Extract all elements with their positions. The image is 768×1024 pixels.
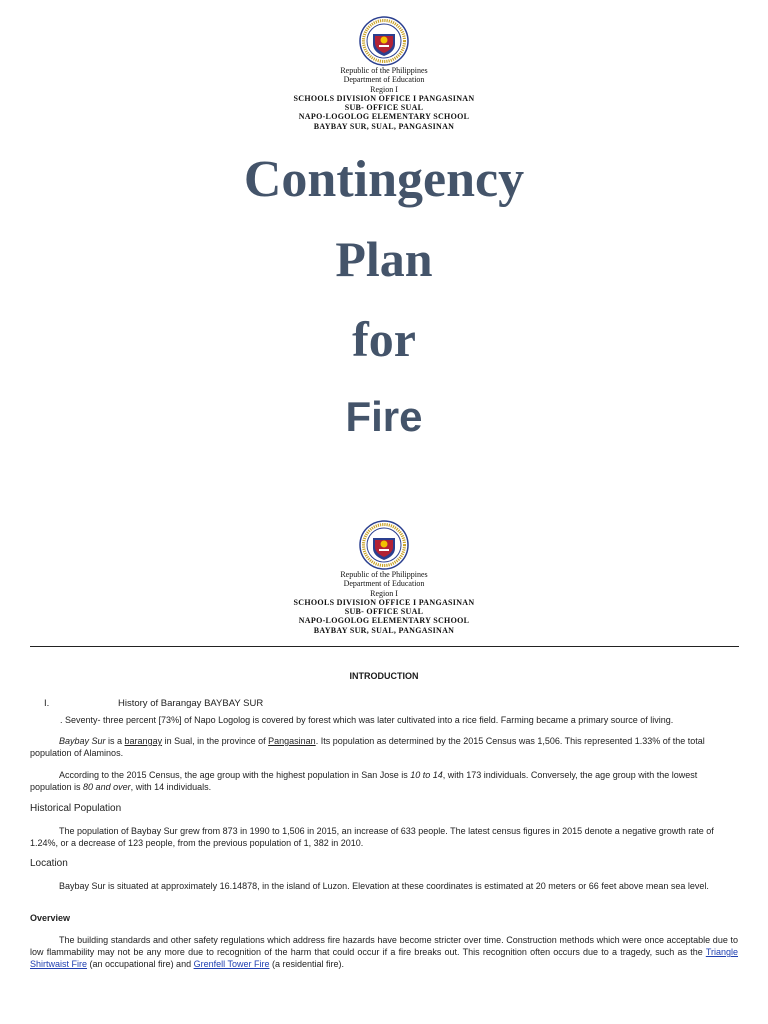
- paragraph-overview: [30, 934, 738, 970]
- header-division: SCHOOLS DIVISION OFFICE I PANGASINAN: [293, 597, 475, 607]
- history-number: I.: [44, 698, 50, 709]
- deped-seal-top: [359, 16, 409, 66]
- text-run: (an occupational fire) and: [87, 959, 194, 969]
- title-plan: Plan: [335, 231, 433, 287]
- paragraph-location: [30, 880, 738, 892]
- age-group-highest: 10 to 14: [410, 770, 443, 780]
- header-republic: Republic of the Philippines: [340, 66, 428, 75]
- title-contingency: Contingency: [243, 151, 525, 208]
- header-address: BAYBAY SUR, SUAL, PANGASINAN: [313, 625, 455, 635]
- text-run: in Sual, in the province of: [162, 736, 269, 746]
- paragraph-population-text: The population of Baybay Sur grew from 873 in 1990 to 1,506 in 2015, an increase of 633 people. The latest census figures in 2015 denote a negative growth rate of 1.24%, or a decrease of 123 people, from the previous population of 1, 382 in 2010.: [30, 826, 714, 848]
- header-suboffice: SUB- OFFICE SUAL: [344, 607, 424, 617]
- link-triangle-shirtwaist-fire[interactable]: Triangle Shirtwaist Fire: [30, 947, 738, 969]
- link-grenfell-tower-fire[interactable]: Grenfell Tower Fire: [193, 959, 270, 969]
- deped-seal-icon: [359, 520, 409, 570]
- header-region: Region I: [370, 588, 398, 598]
- school-header-bottom: [0, 570, 768, 635]
- horizontal-divider: [30, 646, 739, 647]
- header-school: NAPO-LOGOLOG ELEMENTARY SCHOOL: [298, 616, 470, 626]
- paragraph-baybay-sur: [30, 735, 738, 759]
- text-run: , with 14 individuals.: [130, 782, 212, 792]
- header-republic: Republic of the Philippines: [340, 570, 428, 579]
- section-overview: Overview: [30, 913, 71, 923]
- paragraph-forest-text: . Seventy- three percent [73%] of Napo Logolog is covered by forest which was later cultivated into a rice field. Farming became a primary source of living.: [60, 715, 674, 725]
- text-run: According to the 2015 Census, the age group with the highest population in San Jose is: [59, 770, 411, 780]
- paragraph-census: [30, 769, 738, 793]
- paragraph-forest: [60, 714, 750, 726]
- age-group-lowest: 80 and over: [83, 782, 131, 792]
- deped-seal-icon: [359, 16, 409, 66]
- text-run: , with 173 individuals. Conversely, the age group with the lowest population is: [30, 770, 698, 792]
- link-pangasinan[interactable]: Pangasinan: [268, 736, 316, 746]
- header-region: Region I: [370, 84, 398, 94]
- paragraph-location-text: Baybay Sur is situated at approximately 16.14878, in the island of Luzon. Elevation at these coordinates is estimated at 20 meters or 66 feet above mean sea level.: [59, 881, 709, 891]
- paragraph-population: [30, 825, 738, 849]
- title-for: for: [352, 311, 416, 367]
- header-division: SCHOOLS DIVISION OFFICE I PANGASINAN: [293, 93, 475, 103]
- header-suboffice: SUB- OFFICE SUAL: [344, 103, 424, 113]
- section-historical-population: Historical Population: [30, 803, 122, 814]
- text-run: is a: [105, 736, 125, 746]
- history-title: History of Barangay BAYBAY SUR: [118, 698, 264, 709]
- text-run: The building standards and other safety regulations which address fire hazards have become stricter over time. Construction methods which were once acceptable due to low flammability may not be any more due to recognition of the harm that could occur if a fire breaks out. This recognition often occurs due to a tragedy, such as the: [30, 935, 738, 957]
- section-location: Location: [30, 858, 68, 869]
- header-department: Department of Education: [343, 75, 425, 85]
- title-fire: Fire: [345, 393, 423, 440]
- link-barangay[interactable]: barangay: [124, 736, 163, 746]
- deped-seal-bottom: [359, 520, 409, 570]
- place-name: Baybay Sur: [59, 736, 106, 746]
- header-department: Department of Education: [343, 579, 425, 589]
- header-address: BAYBAY SUR, SUAL, PANGASINAN: [313, 121, 455, 131]
- header-school: NAPO-LOGOLOG ELEMENTARY SCHOOL: [298, 112, 470, 122]
- school-header-top: [0, 66, 768, 131]
- text-run: . Its population as determined by the 2015 Census was 1,506. This represented 1.33% of the total population of Alaminos.: [30, 736, 705, 758]
- introduction-heading: INTRODUCTION: [349, 671, 419, 681]
- text-run: (a residential fire).: [269, 959, 344, 969]
